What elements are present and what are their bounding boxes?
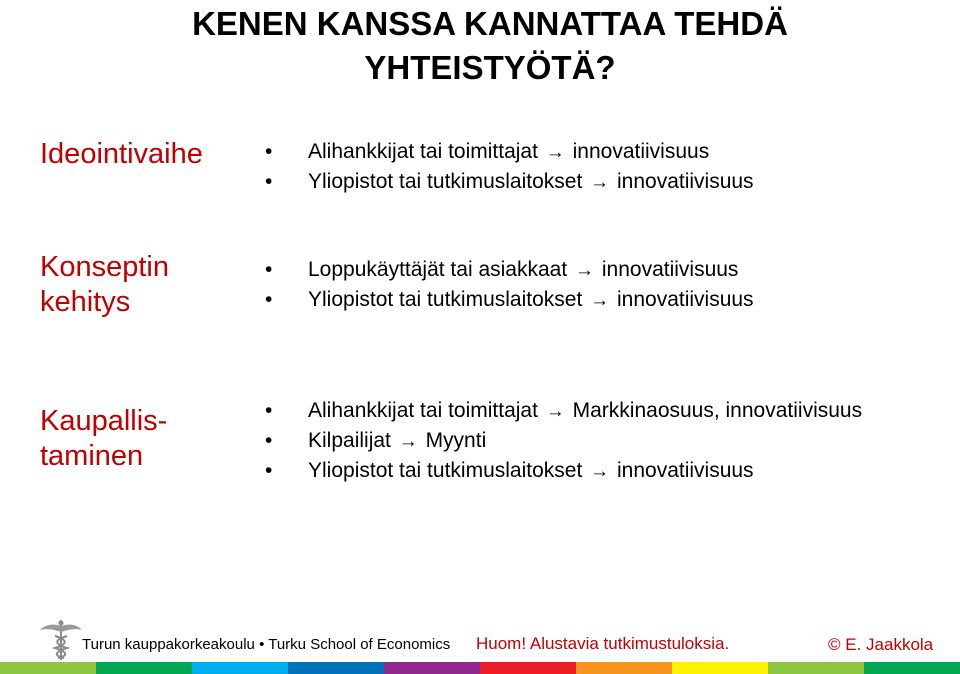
list-item: • Yliopistot tai tutkimuslaitokset → innovatiivisuus (265, 456, 862, 486)
caduceus-logo-icon (38, 618, 84, 662)
list-item: • Alihankkijat tai toimittajat → Markkinaosuus, innovatiivisuus (265, 396, 862, 426)
list-item: • Loppukäyttäjät tai asiakkaat → innovatiivisuus (265, 255, 754, 285)
list-item: • Kilpailijat → Myynti (265, 426, 862, 456)
bullet-icon: • (265, 288, 273, 311)
phase-label-ideation: Ideointivaihe (40, 138, 203, 170)
arrow-right-icon: → (590, 290, 610, 311)
bullet-icon: • (265, 399, 273, 422)
title-line-1: KENEN KANSSA KANNATTAA TEHDÄ (192, 5, 788, 42)
bullet-icon: • (265, 170, 273, 193)
arrow-right-icon: → (545, 142, 565, 163)
arrow-right-icon: → (590, 461, 610, 482)
page-title (110, 2, 870, 90)
bullet-icon: • (265, 459, 273, 482)
title-line-2: YHTEISTYÖTÄ? (364, 49, 616, 86)
footer-color-stripe (0, 662, 960, 674)
bullet-icon: • (265, 258, 273, 281)
partner-list-concept (265, 255, 754, 315)
stripe-segment (576, 662, 672, 674)
school-name-en: Turku School of Economics (268, 636, 451, 653)
stripe-segment (672, 662, 768, 674)
arrow-right-icon: → (590, 172, 610, 193)
stripe-segment (96, 662, 192, 674)
stripe-segment (768, 662, 864, 674)
partner-list-commercialization (265, 396, 862, 486)
arrow-right-icon: → (575, 260, 595, 281)
footer-school (82, 636, 450, 653)
stripe-segment (288, 662, 384, 674)
list-item: • Yliopistot tai tutkimuslaitokset → innovatiivisuus (265, 167, 754, 197)
list-item: • Alihankkijat tai toimittajat → innovatiivisuus (265, 137, 754, 167)
stripe-segment (384, 662, 480, 674)
footer-copyright: © E. Jaakkola (828, 635, 934, 654)
footer-note: Huom! Alustavia tutkimustuloksia. (476, 634, 730, 653)
bullet-icon: • (265, 429, 273, 452)
bullet-icon: • (265, 140, 273, 163)
stripe-segment (480, 662, 576, 674)
partner-list-ideation (265, 137, 754, 197)
phase-label-commercialization: Kaupallis- taminen (40, 405, 168, 472)
school-name-fi: Turun kauppakorkeakoulu (82, 636, 255, 653)
stripe-segment (864, 662, 960, 674)
stripe-segment (192, 662, 288, 674)
list-item: • Yliopistot tai tutkimuslaitokset → innovatiivisuus (265, 285, 754, 315)
stripe-segment (0, 662, 96, 674)
arrow-right-icon: → (545, 401, 565, 422)
phase-label-concept: Konseptin kehitys (40, 251, 169, 318)
footer-separator: • (259, 636, 265, 653)
arrow-right-icon: → (398, 431, 418, 452)
